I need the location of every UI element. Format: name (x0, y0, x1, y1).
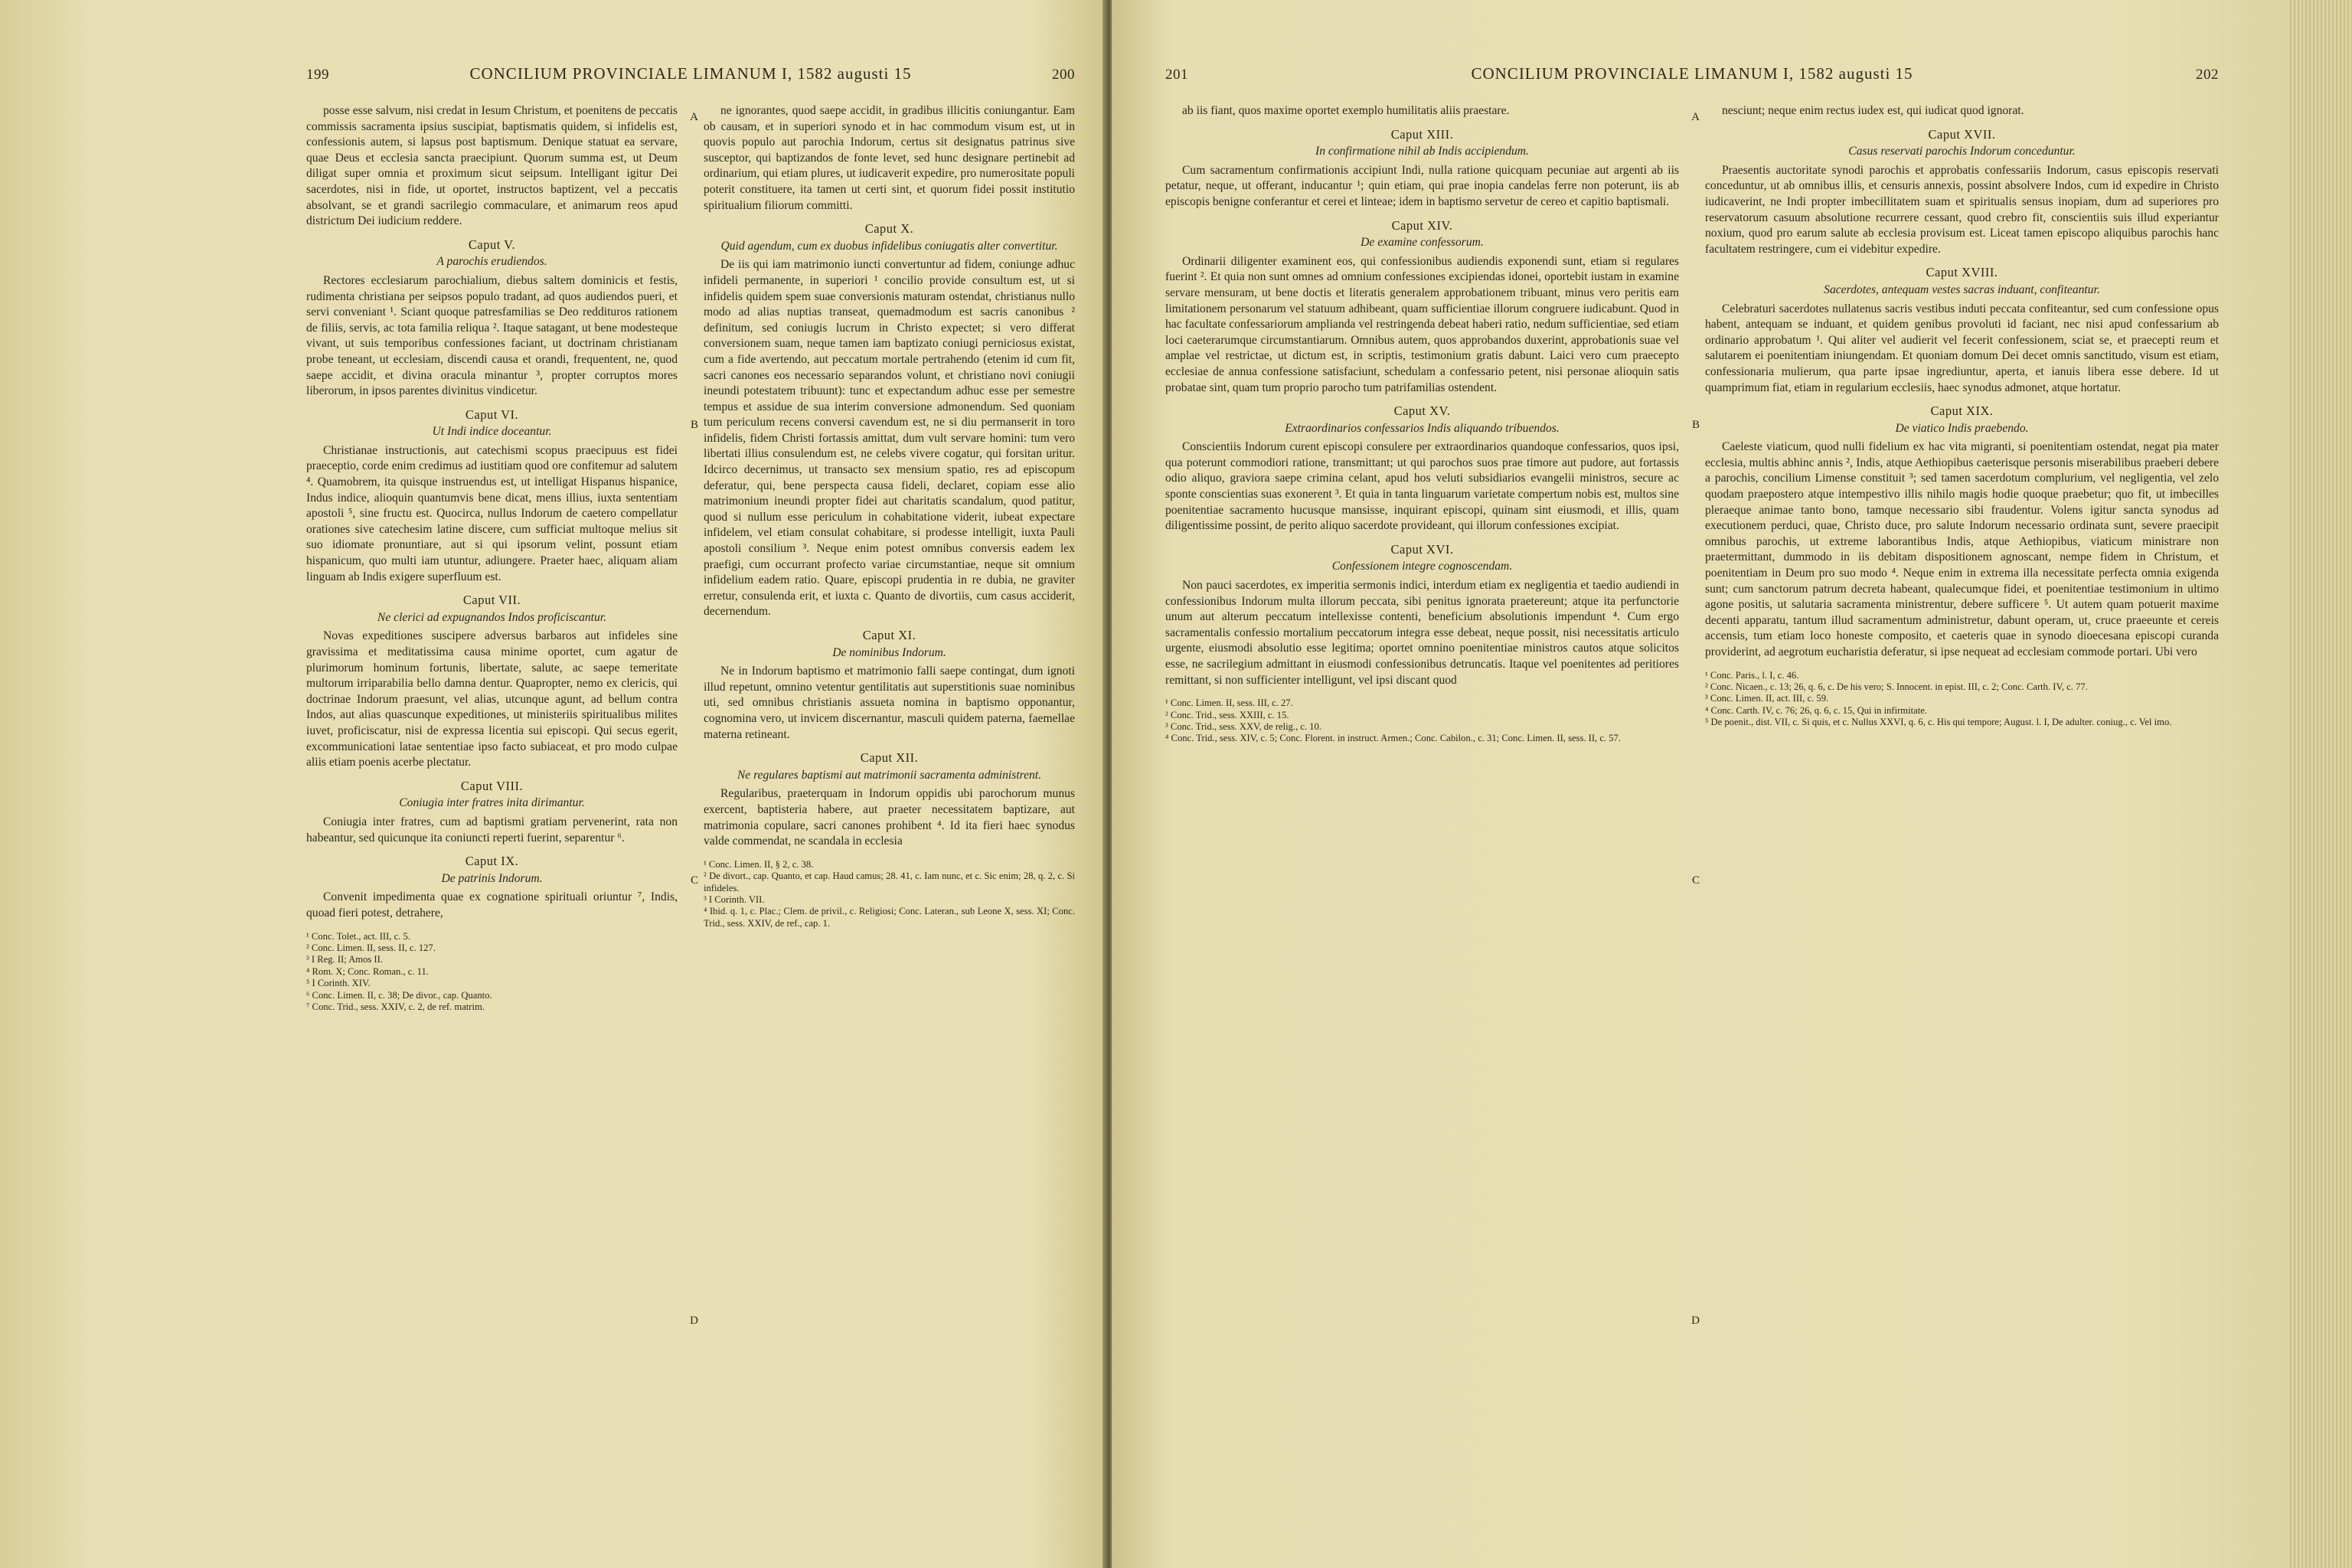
paragraph: Non pauci sacerdotes, ex imperitia sermonis indici, interdum etiam ex negligentia et taedio audiendi in confessionibus Indorum multa illorum peccata, sibi penitus ignorata praetereunt; atque ita perfunctorie unum aut alterum peccatum intellexisse contenti, beneficium absolutionis impendunt ⁴. Cum ergo sacramentalis confessio mortalium peccatorum integra esse debeat, neque possit, nisi necessitatis articulo urgente, eiusmodi absolutio esse legitima; oportet omnino poenitentiae ministros cautos atque solicitos esse, ne sacrilegium admittant in eiusmodi confessionibus detruncatis. Itaque vel poenitentes ad peritiores remittant, si non sufficienter intelligunt, vel ipsi discant quod (1165, 579, 1679, 687)
chapter-subtitle: Ne clerici ad expugnandos Indos proficiscantur. (377, 610, 607, 624)
paragraph: Conscientiis Indorum curent episcopi consulere per extraordinarios quandoque confessarios, quos ipsi, qua poterunt commodiori ratione, transmittant; ut qui parochos suos prae timore aut pudore, aut fortassis odio aliquo, graviora saepe crimina celant, apud hos veluti subsidiarios evangelii ministros, secure ac sponte conscientias suas exonerent ³. Et quia in tanta linguarum varietate compertum nobis est, multos sine poenitentiae sacramento hucusque mansisse, inquirant episcopi, quinam sint eiusmodi, et illis, quam diligentissime possint, de perito aliquo sacerdote provideant, qui illorum confessiones excipiat. (1165, 440, 1679, 533)
chapter-subtitle: Ut Indi indice doceantur. (432, 425, 552, 439)
chapter-subtitle: Sacerdotes, antequam vestes sacras induant, confiteantur. (1824, 283, 2100, 296)
footnotes (704, 859, 1075, 929)
footnote: ¹ Conc. Paris., l. I, c. 46. (1705, 669, 1799, 681)
left-column-2 (704, 103, 1075, 1013)
right-column-2 (1705, 103, 2219, 745)
footnote: ³ Conc. Limen. II, act. III, c. 59. (1705, 693, 1829, 704)
margin-section-marker: D (690, 1315, 698, 1327)
chapter-heading: Caput XVI. (1390, 541, 1454, 557)
chapter-heading: Caput VIII. (460, 778, 524, 793)
footnote: ⁴ Conc. Trid., sess. XIV, c. 5; Conc. Florent. in instruct. Armen.; Conc. Cabilon., c. 31; Conc. Limen. II, sess. II, c. 57. (1165, 733, 1621, 744)
page-stack-right (2288, 0, 2352, 1568)
footnote: ⁵ De poenit., dist. VII, c. Si quis, et c. Nullus XXVI, q. 6, c. His qui tempore; August. l. I, De adulter. coniug., c. Vel imo. (1705, 717, 2172, 728)
footnote: ³ I Corinth. VII. (704, 893, 765, 905)
footnote: ⁴ Ibid. q. 1, c. Plac.; Clem. de privil., c. Religiosi; Conc. Lateran., sub Leone X, sess. XI; Conc. Trid., sess. XXIV, de ref., cap. 1. (704, 906, 1075, 929)
paragraph: De iis qui iam matrimonio iuncti convertuntur ad fidem, coniunge adhuc infideli permanente, in superiori ¹ concilio provide consultum est, ut si infidelis quidem spem suae conversionis maturam ostendat, christianus nullo modo ad alias nuptias transeat, quemadmodum est sacris canonibus ² definitum, sed coniugis lucrum in Christo expectet; si vero differat conversionem suam, neque tamen iam baptizato coniugi perniciosus existat, cum a fide avertendo, aut peccatum mortale pertrahendo (etenim id cum fit, sacri canones eos necessario separandos volunt, et christiano novi coniugii ineundi potestatem tribuunt): tunc et expectandum adhuc esse per semestre tempus et assidue de sua interim conversione admonendum. Sed quoniam tum periculum recens conversi cavendum est, ne si diu permanserit in toro infidelis, fidem Christi fortassis amittat, dum vult servare homini: tum vero libertati illius consulendum est, ne celebs vivere cogatur, qui forsitan uritur. Idcirco decernimus, ut transacto sex mensium spatio, res ad episcopum deferatur, qui, bene perspecta causa fideli, declaret, copiam esse alio matrimonium ineundi propter fidei aut charitatis scandalum, quod patitur, quod si nullum esse periculum in cohabitatione viderit, iubeat expectare infidelem, vel etiam consulat cohabitare, si prodesse intelligit, iuxta Pauli apostoli consilium ³. Neque enim potest omnibus conversis eadem lex praefigi, cum occurrant profecto variae circumstantiae, neque sit omnium infidelium eadem ratio. Quare, episcopi prudentia in re dubia, ne graviter erretur, consulenda erit, et iuxta c. Quanto de divortiis, cum casus acciderit, decernendum. (704, 258, 1075, 619)
paragraph: Coniugia inter fratres, cum ad baptismi gratiam pervenerint, rata non habeantur, sed quicunque ita coniuncti reperti fuerint, separentur ⁶. (306, 815, 678, 844)
chapter-heading: Caput XVII. (1928, 126, 1996, 142)
footnote: ⁶ Conc. Limen. II, c. 38; De divor., cap. Quanto. (306, 989, 492, 1001)
margin-section-marker: B (690, 419, 698, 431)
chapter-subtitle: Quid agendum, cum ex duobus infidelibus coniugatis alter convertitur. (720, 239, 1058, 253)
paragraph: Regularibus, praeterquam in Indorum oppidis ubi parochorum munus exercent, baptisteria habere, aut praeter necessitatem baptizare, aut matrimonia copulare, sacri canones prohibent ⁴. Id ita fieri haec synodus valde commendat, ne scandala in ecclesia (704, 787, 1075, 848)
footnote: ² De divort., cap. Quanto, et cap. Haud camus; 28. 41, c. Iam nunc, et c. Sic enim; 28, q. 2, c. Si infideles. (704, 871, 1075, 893)
page-number-200: 200 (1052, 67, 1075, 83)
footnote: ² Conc. Nicaen., c. 13; 26, q. 6, c. De his vero; S. Innocent. in epist. III, c. 2; Conc. Carth. IV, c. 77. (1705, 681, 2088, 692)
chapter-subtitle: De nominibus Indorum. (832, 645, 946, 659)
chapter-heading: Caput XII. (860, 750, 919, 766)
margin-section-marker: C (1691, 874, 1700, 887)
paragraph: nesciunt; neque enim rectus iudex est, qui iudicat quod ignorat. (1722, 104, 2024, 117)
paragraph: Novas expeditiones suscipere adversus barbaros aut infideles sine gravissima et meditatissima causa minime oportet, cum agatur de plurimorum hominum fortunis, libertate, salute, ac saepe temeritate multorum irriparabilia bello damna dentur. Quapropter, nemo ex clericis, qui doctrinae Indorum praesunt, vel alias, utcunque agunt, ad bellum contra Indos, aut alias quascunque expeditiones, ut ministeriis spiritualibus milites iuvet, proficiscatur, nisi de expressa licentia sui episcopi. Qui secus egerit, excommunicationi latae sententiae ipso facto subiaceat, et pro modo culpae aliis etiam poenis acerbe plectatur. (306, 629, 678, 769)
paragraph: Cum sacramentum confirmationis accipiunt Indi, nulla ratione quicquam pecuniae aut argenti ab iis petatur, neque, ut offerant, inducantur ¹; quin etiam, qui prae inopia candelas ferre non poterunt, iis ab episcopis benigne conferantur et cerei et linteae; idem in baptismo servetur de cereo et capitio baptismali. (1165, 163, 1679, 208)
chapter-heading: Caput XVIII. (1926, 265, 1998, 280)
chapter-heading: Caput XIX. (1930, 403, 1994, 419)
chapter-heading: Caput XI. (862, 628, 916, 642)
footnote: ⁴ Rom. X; Conc. Roman., c. 11. (306, 965, 429, 977)
chapter-subtitle: De viatico Indis praebendo. (1895, 421, 2029, 435)
chapter-subtitle: Confessionem integre cognoscendam. (1331, 560, 1513, 573)
chapter-subtitle: De patrinis Indorum. (441, 871, 543, 885)
paragraph: Convenit impedimenta quae ex cognatione spirituali oriuntur ⁷, Indis, quoad fieri potest, detrahere, (306, 890, 678, 920)
paragraph: Christianae instructionis, aut catechismi scopus praecipuus est fidei praeceptio, corde enim credimus ad iustitiam quod ore confitemur ad salutem ⁴. Quamobrem, ita quisque instruendus est, ut intelligat Hispanus hispanice, Indus indice, alioquin quantumvis bene dicat, mens illius, iuxta sententiam apostoli ⁵, sine fructu est. Quocirca, nullus Indorum de caetero compellatur orationes sive catechesim latine discere, cum sufficiat multoque melius sit suo idiomate pronuntiare, aut si qui ipsorum velint, possunt etiam hispanicum, quo multi iam utuntur, adiungere. Praeter haec, aliquam aliam linguam ab Indis exigere superfluum est. (306, 443, 678, 583)
paragraph: Rectores ecclesiarum parochialium, diebus saltem dominicis et festis, rudimenta christiana per seipsos populo tradant, ad quos audiendos pueri, et servi conveniant ¹. Sciant quoque patresfamilias se Deo reddituros rationem de filiis, servis, ac tota familia reliqua ². Itaque satagant, ut bene modesteque vivant, ut suis temporibus confessiones faciant, ut doctrinam christianam probe teneant, ut ecclesiam, discendi causa et orandi, frequentent, ne, quod saepe accidit, et divina oracula minantur ³, propter corruptos mores liberorum, in ipsos parentes divinitus vindicetur. (306, 273, 678, 398)
right-column-1 (1165, 103, 1700, 1327)
right-running-header (1165, 64, 2219, 83)
chapter-heading: Caput XIII. (1390, 126, 1454, 142)
footnotes (1165, 697, 1679, 745)
running-title: CONCILIUM PROVINCIALE LIMANUM I, 1582 augusti 15 (1471, 64, 1913, 83)
chapter-subtitle: Coniugia inter fratres inita dirimantur. (399, 796, 585, 810)
left-running-header (306, 64, 1075, 83)
chapter-subtitle: Ne regulares baptismi aut matrimonii sacramenta administrent. (737, 768, 1042, 782)
footnote: ⁵ I Corinth. XIV. (306, 978, 371, 989)
chapter-heading: Caput V. (468, 237, 516, 252)
left-page (0, 0, 1106, 1568)
chapter-subtitle: A parochis erudiendos. (436, 255, 547, 269)
margin-section-marker: A (1691, 111, 1700, 123)
footnote: ¹ Conc. Tolet., act. III, c. 5. (306, 930, 410, 942)
chapter-heading: Caput XIV. (1391, 217, 1453, 233)
chapter-heading: Caput XV. (1393, 403, 1451, 419)
footnote: ¹ Conc. Limen. II, § 2, c. 38. (704, 858, 814, 870)
chapter-heading: Caput VII. (462, 593, 521, 608)
margin-section-marker: D (1691, 1315, 1700, 1327)
paragraph: Caeleste viaticum, quod nulli fidelium ex hac vita migranti, si poenitentiam ostendat, negat pia mater ecclesia, multis abhinc annis ², Indis, atque Aethiopibus caeterisque personis miserabilibus praeberi debere a parochis, concilium Limense constituit ³; sed tamen sacerdotum complurium, vel negligentia, vel zelo quodam praepostero atque intempestivo illis nihilo magis hodie quoque praebetur; quo fit, ut imbecilles pleraeque animae tanto bono, tamque necessario sibi fraudentur. Volens igitur sancta synodus ad executionem perduci, quae, Christo duce, pro salute Indorum necessario ordinata sunt, severe praecipit omnibus parochis, ut extreme laborantibus Indis, atque Aethiopibus, viaticum ministrare non praetermittant, dummodo in iis debitam dispositionem agnoscant, nempe fidem in Christum, et poenitentiam in Deum pro suo modo ⁴. Neque enim in extrema illa necessitate perfecta omnia exigenda sunt; cum sanctorum patrum decreta habeant, qualecumque fidei, et poenitentiae testimonium in ultimo agone positis, ut salutaria sacramenta ministrentur, debere sufficere ⁵. Ut autem quam potuerit maxime decenti apparatu, tantum illud sacramentum administretur, dabunt operam, ut, cruce praeeunte et cereis accensis, tum etiam loco honeste composito, et caeteris quae in synodo dioecesana episcopi curanda providerint, ad aegrotum eucharistia deferatur, si ipse nequeat ad ecclesiam commode portari. Ubi vero (1705, 440, 2219, 658)
running-title: CONCILIUM PROVINCIALE LIMANUM I, 1582 augusti 15 (469, 64, 912, 83)
footnote: ³ I Reg. II; Amos II. (306, 954, 383, 965)
paragraph: Ordinarii diligenter examinent eos, qui confessionibus audiendis exponendi sunt, etiam si regulares fuerint ². Et quia non sunt omnes ad omnium confessiones excipiendas idonei, oportebit iustam in examine servare mensuram, ut bene doctis et literatis generalem approbationem tribuant, minus vero peritis eam limitationem personarum vel statuum adhibeant, quam sufficientiae illorum congruere iudicabunt. Quod in hac facultate confessariorum amplianda vel restringenda debeat haberi ratio, nedum sufficientiae, sed etiam loci caeterarumque circumstantiarum. Omnibus autem, quos approbandos duxerint, approbationis suae vel amplae vel restrictae, ut dictum est, in scriptis, testimonium gratis dabunt. Laici vero cum praecepto ecclesiae de annua confessione satisfaciunt, schedulam a confessario petent, nisi personae alioquin satis probatae sint, quam tum proprio parocho tum patrifamilias ostendent. (1165, 254, 1679, 394)
chapter-heading: Caput IX. (465, 854, 519, 869)
chapter-heading: Caput VI. (465, 407, 519, 422)
footnote: ² Conc. Limen. II, sess. II, c. 127. (306, 942, 436, 953)
footnote: ⁷ Conc. Trid., sess. XXIV, c. 2, de ref. matrim. (306, 1001, 485, 1012)
right-page (1112, 0, 2288, 1568)
margin-section-marker: B (1691, 419, 1700, 431)
margin-section-marker: C (690, 874, 698, 887)
chapter-heading: Caput X. (864, 221, 914, 237)
footnote: ³ Conc. Trid., sess. XXV, de relig., c. 10. (1165, 721, 1321, 732)
chapter-subtitle: Casus reservati parochis Indorum conceduntur. (1848, 145, 2076, 158)
paragraph: Ne in Indorum baptismo et matrimonio falli saepe contingat, dum ignoti illud repetunt, omnino vetentur gentilitatis aut superstitionis suae nominibus uti, sed omnibus christianis assueta nomina in baptismo opponantur, cognomina vero, ut invicem discernantur, masculi quidem paterna, faemellae materna retineant. (704, 665, 1075, 741)
footnotes (306, 931, 678, 1014)
paragraph: posse esse salvum, nisi credat in Iesum Christum, et poenitens de peccatis commissis sacramenta ipsius suscipiat, baptismatis quidem, si infidelis est, confessionis autem, si lapsus post baptismum. Denique statuat ea servare, quae Deus et ecclesia sancta praecipiunt. Quorum summa est, ut Deum diligat super omnia et proximum sicut seipsum. Intelligant igitur Dei sacerdotes, nisi in fide, ut oportet, instructos baptizent, vel a peccatis absolvant, se et grandi sacrilegio commaculare, et animarum reos apud districtum Dei iudicium reddere. (306, 104, 678, 228)
paragraph: ne ignorantes, quod saepe accidit, in gradibus illicitis coniungantur. Eam ob causam, et in superiori synodo et in hac commodum visum est, ut in quovis populo aut parochia Indorum, certus sit designatus patrinus sive susceptor, qui baptizandos de fonte levet, sed hunc designare pertinebit ad ordinarium, qui etiam plures, ut iudicaverit expedire, pro numerositate populi poterit constituere, ita tamen ut certi sint, et quorum fidei possit institutio spiritualium filiorum committi. (704, 104, 1075, 212)
chapter-subtitle: De examine confessorum. (1361, 236, 1484, 250)
left-column-1 (306, 103, 698, 1327)
footnote: ² Conc. Trid., sess. XXIII, c. 15. (1165, 709, 1289, 720)
paragraph: Celebraturi sacerdotes nullatenus sacris vestibus induti peccata confiteantur, sed cum confessione opus habent, antequam se induant, et quidem genibus provoluti id faciant, nec nisi apud confessarium ab ordinario approbatum ¹. Qui aliter vel audierit vel fecerit confessionem, sciat se, et praecepti reum et salutarem ei poenitentiam iniungendam. Et quoniam domum Dei decet omnis sanctitudo, visum est etiam, confessionaria mulierum, qua parte ipsae ingrediuntur, aperta, et ianuis libera esse debere. Id ut quamprimum fiat, etiam in regularium ecclesiis, haec synodus admonet, atque hortatur. (1705, 302, 2219, 394)
page-number-199: 199 (306, 67, 329, 83)
page-number-202: 202 (2196, 67, 2219, 83)
chapter-subtitle: Extraordinarios confessarios Indis aliquando tribuendos. (1285, 421, 1560, 435)
margin-section-marker: A (690, 111, 698, 123)
chapter-subtitle: In confirmatione nihil ab Indis accipiendum. (1315, 145, 1529, 158)
footnote: ¹ Conc. Limen. II, sess. III, c. 27. (1165, 697, 1293, 709)
paragraph: Praesentis auctoritate synodi parochis et approbatis confessariis Indorum, casus episcopis reservati conceduntur, ut ab omnibus illis, et censuris annexis, possint absolvere Indos, cum id expedire in Christo iudicaverint, ne Indi propter imbecillitatem suam et spiritualis sensus inopiam, dum ad superiores pro reservatorum casuum absolutione recurrere cessant, quod crebro fit, conscientiis suis illud experiantur noxium, quod pro earum salute ab ecclesia provisum est. Liceat tamen episcopo aliquibus parochis hanc facultatem restringere, cum ei videbitur expedire. (1705, 163, 2219, 256)
page-number-201: 201 (1165, 67, 1188, 83)
footnotes (1705, 670, 2219, 729)
footnote: ⁴ Conc. Carth. IV, c. 76; 26, q. 6, c. 15, Qui in infirmitate. (1705, 704, 1927, 716)
paragraph: ab iis fiant, quos maxime oportet exemplo humilitatis aliis praestare. (1182, 104, 1510, 117)
